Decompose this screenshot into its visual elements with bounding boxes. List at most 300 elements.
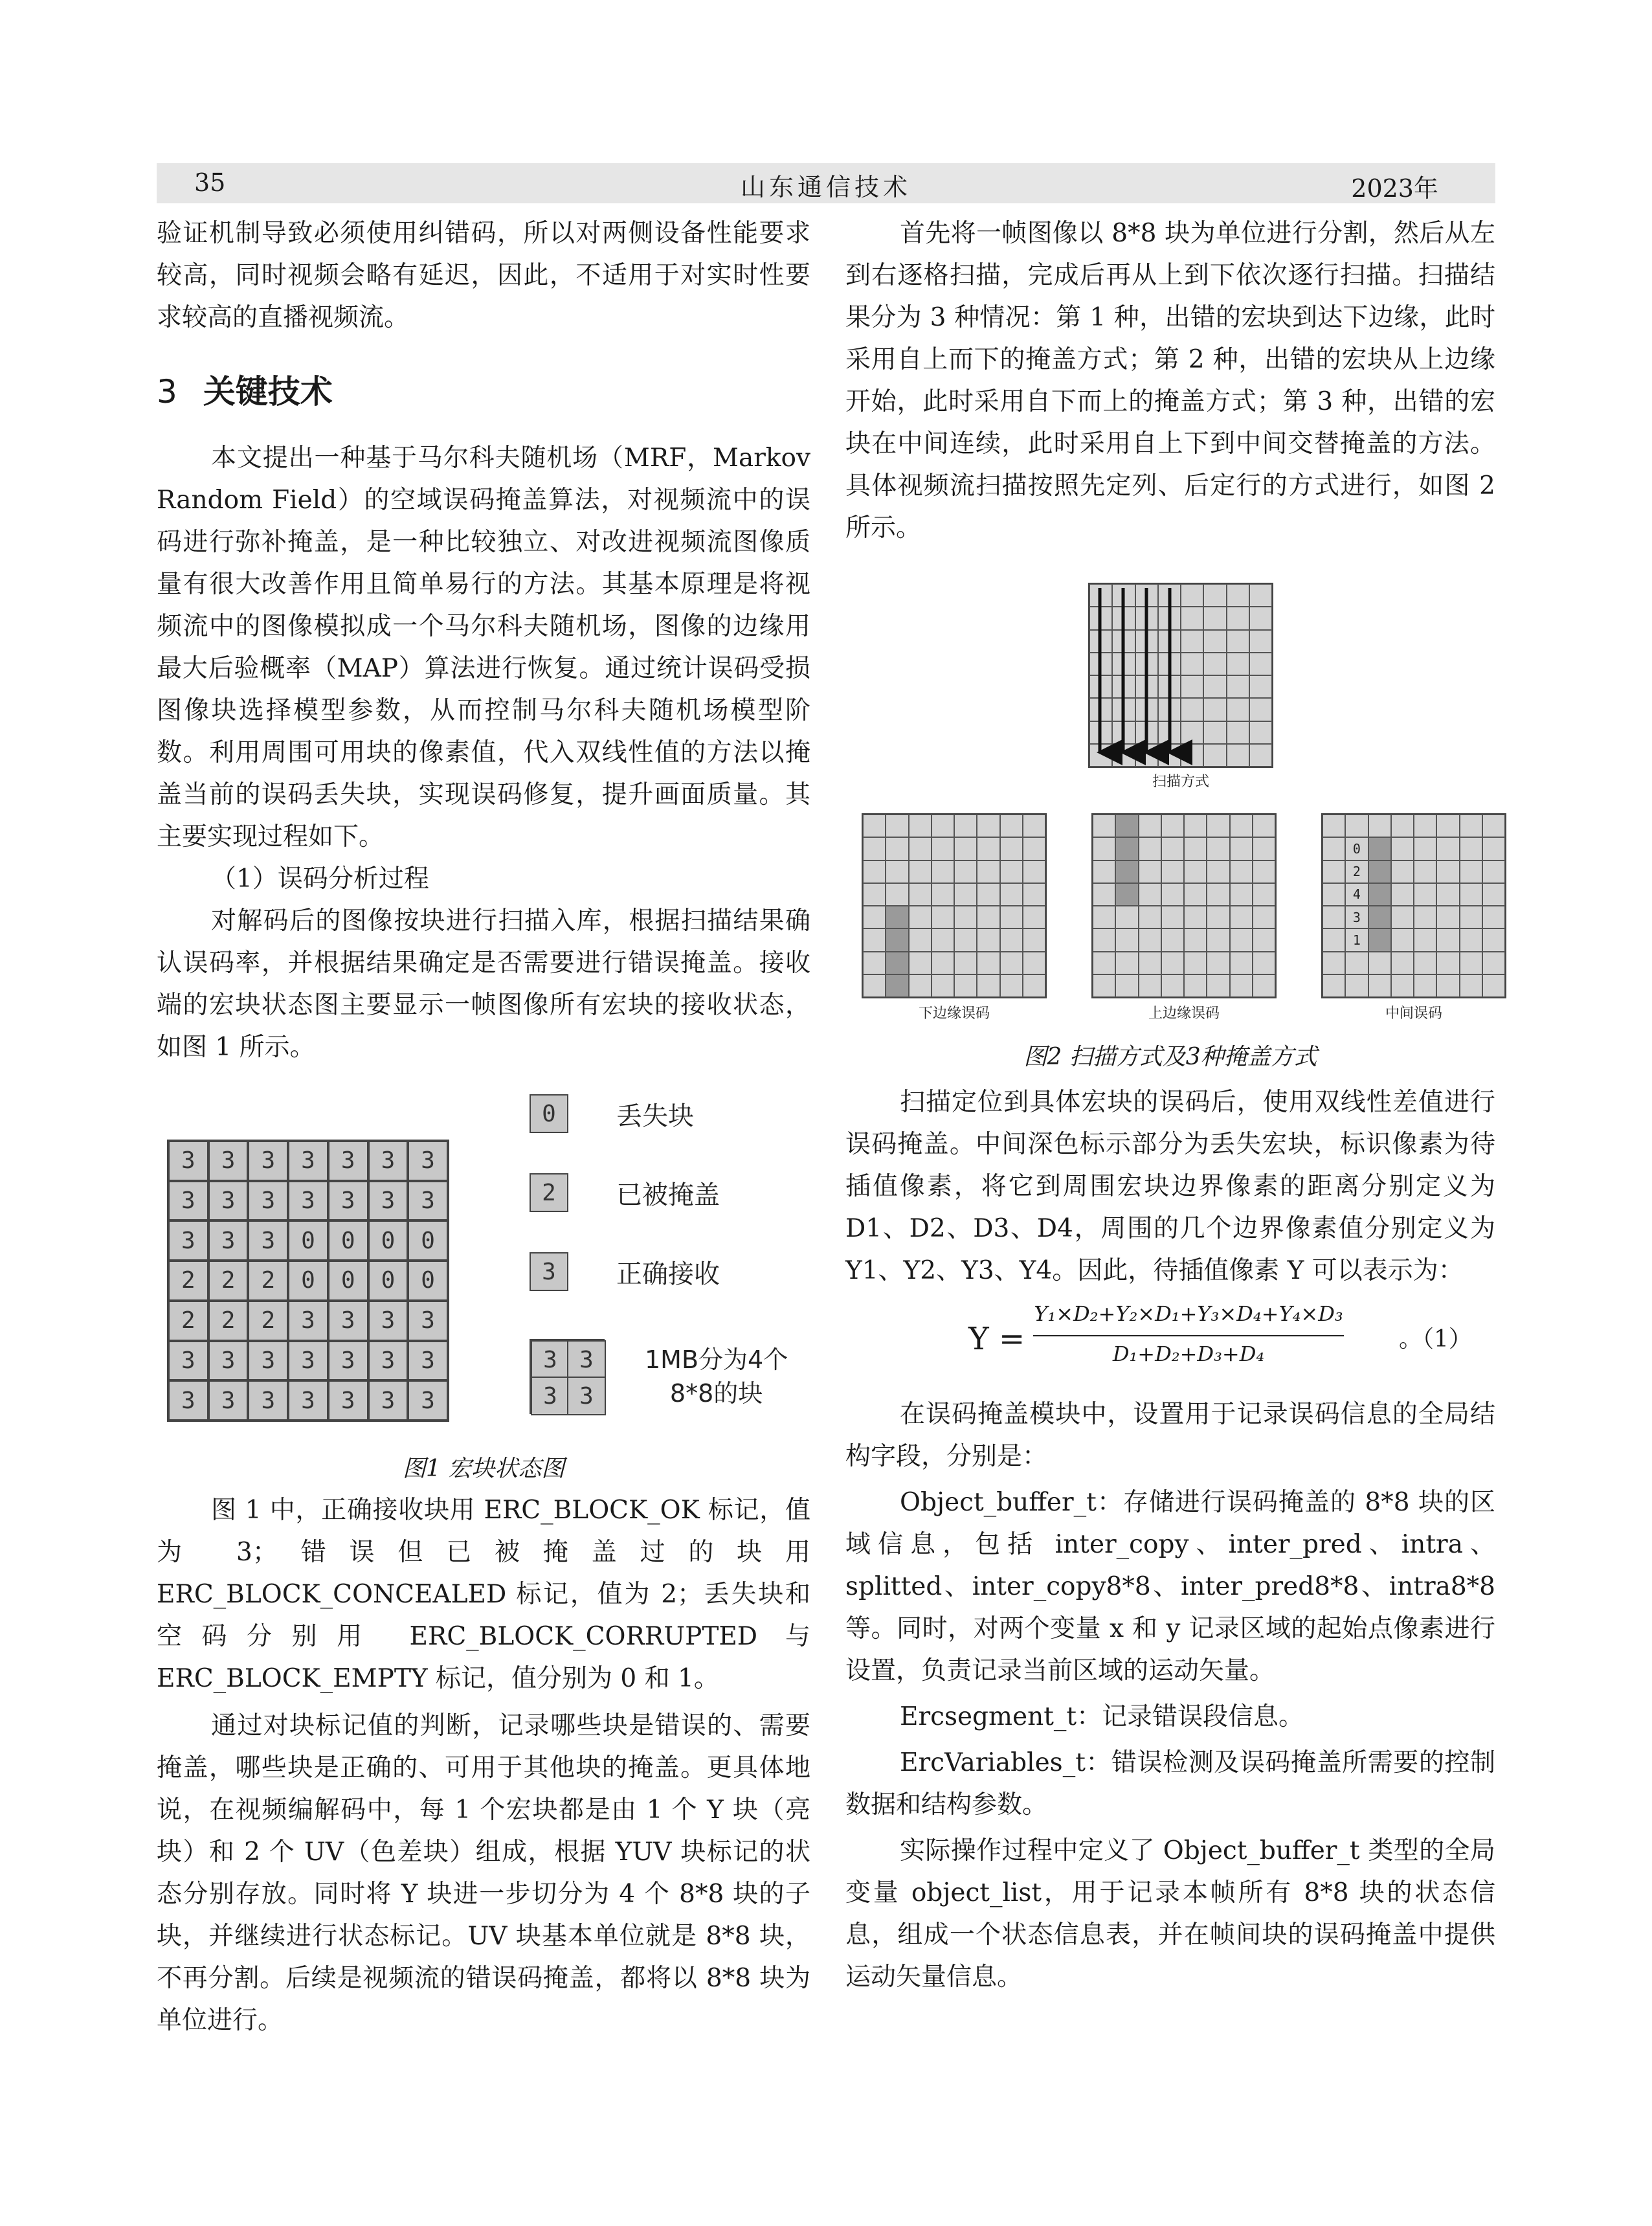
block-cell <box>1460 883 1482 906</box>
block-cell <box>863 860 886 883</box>
block-cell <box>1414 952 1436 974</box>
equation-lhs: Y = <box>968 1321 1025 1357</box>
block-cell <box>1482 928 1505 951</box>
block-cell <box>1230 928 1253 951</box>
macroblock-cell: 3 <box>288 1181 328 1221</box>
block-cell <box>1345 952 1368 974</box>
macroblock-cell: 3 <box>208 1341 249 1381</box>
block-cell <box>1115 837 1138 860</box>
block-cell <box>1230 860 1253 883</box>
block-cell <box>909 952 932 974</box>
block-cell <box>1368 860 1391 883</box>
fraction-bar <box>1033 1335 1344 1336</box>
block-cell <box>1161 883 1184 906</box>
block-cell <box>954 974 977 997</box>
block-cell <box>1023 883 1045 906</box>
block-cell <box>1230 906 1253 928</box>
block-cell <box>1368 837 1391 860</box>
block-cell <box>1460 906 1482 928</box>
block-cell <box>977 837 999 860</box>
block-cell <box>977 928 999 951</box>
block-cell <box>1000 815 1023 837</box>
macroblock-cell: 3 <box>208 1181 249 1221</box>
block-cell <box>1093 928 1115 951</box>
legend-split-cell: 3 <box>567 1377 606 1415</box>
block-cell <box>909 928 932 951</box>
block-cell <box>886 837 908 860</box>
macroblock-cell: 3 <box>408 1181 448 1221</box>
block-cell <box>1207 906 1229 928</box>
block-cell <box>1391 974 1414 997</box>
macroblock-cell: 2 <box>208 1261 249 1301</box>
block-cell <box>1482 837 1505 860</box>
block-cell <box>1184 974 1207 997</box>
paragraph: 验证机制导致必须使用纠错码，所以对两侧设备性能要求较高，同时视频会略有延迟，因此，不适用于对实时性要求较高的直播视频流。 <box>157 219 810 332</box>
block-cell <box>863 906 886 928</box>
block-cell <box>1161 928 1184 951</box>
macroblock-cell: 0 <box>288 1261 328 1301</box>
top-edge-grid <box>1091 813 1277 998</box>
block-cell <box>909 837 932 860</box>
block-cell <box>932 860 954 883</box>
block-cell <box>1368 906 1391 928</box>
block-cell <box>1482 974 1505 997</box>
block-cell <box>1460 928 1482 951</box>
block-cell <box>863 974 886 997</box>
paragraph: 扫描定位到具体宏块的误码后，使用双线性差值进行误码掩盖。中间深色标示部分为丢失宏块，标识像素为待插值像素，将它到周围宏块边界像素的距离分别定义为 D1、D2、D3、D4，周围的几个边界像素值分别定义为 Y1、Y2、Y3、Y4。因此，待插值像素 Y 可以表示为： <box>845 1088 1495 1285</box>
legend-box: 0 <box>530 1094 568 1133</box>
block-cell <box>954 860 977 883</box>
block-cell <box>1139 952 1161 974</box>
block-cell <box>977 906 999 928</box>
macroblock-cell: 3 <box>208 1380 249 1421</box>
block-cell <box>1023 974 1045 997</box>
block-cell <box>1323 906 1345 928</box>
macroblock-cell: 2 <box>248 1261 288 1301</box>
macroblock-cell: 3 <box>328 1141 368 1181</box>
macroblock-cell: 0 <box>328 1261 368 1301</box>
block-cell <box>1230 974 1253 997</box>
block-cell <box>1000 883 1023 906</box>
legend-label: 已被掩盖 <box>616 1180 720 1210</box>
top-edge-label: 上边缘误码 <box>1148 1006 1220 1022</box>
block-cell <box>1482 860 1505 883</box>
block-cell <box>1482 883 1505 906</box>
block-cell <box>954 952 977 974</box>
block-cell <box>1207 860 1229 883</box>
macroblock-cell: 3 <box>368 1301 408 1341</box>
block-cell <box>1323 837 1345 860</box>
block-cell <box>1230 883 1253 906</box>
paragraph: 通过对块标记值的判断，记录哪些块是错误的、需要掩盖，哪些块是正确的、可用于其他块的掩盖。更具体地说，在视频编解码中，每 1 个宏块都是由 1 个 Y 块（亮块）和 2 个 UV（色差块）组成，根据 YUV 块标记的状态分别存放。同时将 Y 块进一步切分为 4 个 8*8 块的子块，并继续进行状态标记。UV 块基本单位就是 8*8 块，不再分割。后续是视频流的错误码掩盖，都将以 8*8 块为单位进行。 <box>157 1711 810 2035</box>
block-cell <box>1139 815 1161 837</box>
block-cell <box>886 883 908 906</box>
block-cell <box>863 815 886 837</box>
block-cell <box>1414 860 1436 883</box>
equation-number: 。（1） <box>1399 1326 1472 1353</box>
macroblock-cell: 0 <box>368 1261 408 1301</box>
block-cell <box>1023 860 1045 883</box>
block-cell <box>1391 906 1414 928</box>
block-cell <box>1023 906 1045 928</box>
section-title: 关键技术 <box>203 373 333 410</box>
block-cell <box>1460 974 1482 997</box>
block-cell: 1 <box>1345 928 1368 951</box>
block-cell <box>1368 883 1391 906</box>
block-cell <box>1023 815 1045 837</box>
block-cell <box>1093 906 1115 928</box>
macroblock-cell: 3 <box>368 1141 408 1181</box>
figure-2 <box>845 570 1495 1075</box>
scan-arrows <box>1088 583 1273 768</box>
block-cell <box>1482 906 1505 928</box>
block-cell <box>1184 860 1207 883</box>
block-cell <box>1414 883 1436 906</box>
block-cell <box>1000 974 1023 997</box>
block-cell <box>1414 815 1436 837</box>
block-cell <box>1460 815 1482 837</box>
block-cell <box>1000 837 1023 860</box>
block-cell <box>1139 837 1161 860</box>
macroblock-cell: 3 <box>328 1380 368 1421</box>
paragraph: 首先将一帧图像以 8*8 块为单位进行分割，然后从左到右逐格扫描，完成后再从上到下依次逐行扫描。扫描结果分为 3 种情况：第 1 种，出错的宏块到达下边缘，此时采用自上而下的掩盖方式；第 2 种，出错的宏块从上边缘开始，此时采用自下而上的掩盖方式；第 3 种，出错的宏块在中间连续，此时采用自上下到中间交替掩盖的方法。具体视频流扫描按照先定列、后定行的方式进行，如图 2 所示。 <box>845 219 1495 543</box>
macroblock-cell: 3 <box>408 1341 448 1381</box>
block-cell <box>954 883 977 906</box>
block-cell <box>932 974 954 997</box>
block-cell: 0 <box>1345 837 1368 860</box>
block-cell <box>977 974 999 997</box>
macroblock-cell: 3 <box>168 1341 208 1381</box>
block-cell <box>909 906 932 928</box>
block-cell <box>1184 837 1207 860</box>
block-cell <box>886 974 908 997</box>
block-cell <box>1414 928 1436 951</box>
block-cell <box>1184 906 1207 928</box>
equation-numerator: Y₁×D₂+Y₂×D₁+Y₃×D₄+Y₄×D₃ <box>1034 1301 1343 1326</box>
block-cell <box>1436 837 1459 860</box>
block-cell <box>1230 952 1253 974</box>
block-cell <box>909 815 932 837</box>
left-column <box>157 212 810 1068</box>
block-cell <box>1207 974 1229 997</box>
block-cell <box>1323 815 1345 837</box>
block-cell <box>1414 837 1436 860</box>
block-cell <box>1207 837 1229 860</box>
block-cell <box>977 883 999 906</box>
macroblock-cell: 3 <box>288 1380 328 1421</box>
block-cell <box>1207 815 1229 837</box>
block-cell <box>1368 928 1391 951</box>
macroblock-cell: 3 <box>288 1301 328 1341</box>
block-cell <box>954 906 977 928</box>
block-cell <box>1323 928 1345 951</box>
block-cell <box>1161 906 1184 928</box>
block-cell <box>1345 815 1368 837</box>
block-cell <box>909 860 932 883</box>
block-cell <box>909 883 932 906</box>
paragraph: 对解码后的图像按块进行扫描入库，根据扫描结果确认误码率，并根据结果确定是否需要进行错误掩盖。接收端的宏块状态图主要显示一帧图像所有宏块的接收状态，如图 1 所示。 <box>157 906 810 1062</box>
block-cell: 2 <box>1345 860 1368 883</box>
block-cell: 3 <box>1345 906 1368 928</box>
block-cell <box>1093 860 1115 883</box>
section-number: 3 <box>157 373 177 410</box>
middle-grid <box>1321 813 1506 998</box>
right-column <box>845 212 1495 549</box>
macroblock-cell: 3 <box>408 1141 448 1181</box>
equation-1 <box>845 1288 1495 1392</box>
macroblock-cell: 2 <box>248 1301 288 1341</box>
paragraph: Ercsegment_t：记录错误段信息。 <box>900 1702 1304 1731</box>
legend-label: 正确接收 <box>616 1259 720 1289</box>
macroblock-cell: 3 <box>328 1341 368 1381</box>
block-cell <box>1391 928 1414 951</box>
block-cell <box>1139 860 1161 883</box>
block-cell <box>1161 860 1184 883</box>
block-cell <box>1436 928 1459 951</box>
block-cell <box>1436 883 1459 906</box>
block-cell <box>1482 952 1505 974</box>
block-cell <box>932 952 954 974</box>
macroblock-cell: 3 <box>368 1181 408 1221</box>
macroblock-cell: 0 <box>408 1220 448 1261</box>
block-cell <box>1184 815 1207 837</box>
paragraph: 图 1 中，正确接收块用 ERC_BLOCK_OK 标记，值为 3；错误但已被掩盖过的块用 ERC_BLOCK_CONCEALED 标记，值为 2；丢失块和空码分别用 ERC_BLOCK_CORRUPTED 与 ERC_BLOCK_EMPTY 标记，值分别为 0 和 1。 <box>157 1496 810 1693</box>
macroblock-cell: 2 <box>168 1261 208 1301</box>
block-cell <box>1161 837 1184 860</box>
block-cell <box>977 860 999 883</box>
section-heading <box>157 366 810 418</box>
block-cell <box>1253 815 1275 837</box>
block-cell <box>1093 883 1115 906</box>
middle-label: 中间误码 <box>1385 1006 1442 1022</box>
block-cell <box>1253 974 1275 997</box>
block-cell <box>1000 952 1023 974</box>
legend-split-cell: 3 <box>567 1340 606 1379</box>
macroblock-cell: 3 <box>408 1301 448 1341</box>
block-cell <box>1414 974 1436 997</box>
block-cell <box>1436 952 1459 974</box>
block-cell <box>954 837 977 860</box>
block-cell <box>1253 906 1275 928</box>
macroblock-cell: 3 <box>168 1220 208 1261</box>
block-cell <box>1323 860 1345 883</box>
block-cell <box>1023 928 1045 951</box>
legend-split-box <box>530 1339 605 1414</box>
macroblock-cell: 3 <box>288 1341 328 1381</box>
macroblock-cell: 3 <box>368 1380 408 1421</box>
block-cell <box>1115 928 1138 951</box>
block-cell <box>1184 883 1207 906</box>
figure-2-caption: 图2 扫描方式及3种掩盖方式 <box>1023 1044 1317 1070</box>
right-column-lower <box>845 1393 1495 1998</box>
paragraph: 实际操作过程中定义了 Object_buffer_t 类型的全局变量 object_list，用于记录本帧所有 8*8 块的状态信息，组成一个状态信息表，并在帧间块的误码掩盖中提供运动矢量信息。 <box>845 1836 1495 1992</box>
block-cell <box>886 928 908 951</box>
block-cell <box>1000 906 1023 928</box>
block-cell <box>1139 974 1161 997</box>
macroblock-cell: 3 <box>208 1220 249 1261</box>
paragraph: Object_buffer_t：存储进行误码掩盖的 8*8 块的区域信息，包括 inter_copy、inter_pred、intra、splitted、inter_copy8*8、inter_pred8*8、intra8*8 等。同时，对两个变量 x 和 y 记录区域的起始点像素进行设置，负责记录当前区域的运动矢量。 <box>845 1488 1495 1685</box>
block-cell <box>1482 815 1505 837</box>
block-cell <box>1161 815 1184 837</box>
block-cell <box>1368 952 1391 974</box>
macroblock-cell: 3 <box>248 1220 288 1261</box>
block-cell <box>1115 974 1138 997</box>
block-cell <box>1253 860 1275 883</box>
block-cell <box>886 906 908 928</box>
macroblock-cell: 3 <box>168 1380 208 1421</box>
block-cell <box>1161 952 1184 974</box>
block-cell <box>1436 860 1459 883</box>
macroblock-cell: 3 <box>248 1380 288 1421</box>
journal-year: 2023年 <box>1351 174 1438 203</box>
block-cell <box>1391 952 1414 974</box>
page-number: 35 <box>194 168 226 197</box>
journal-title: 山东通信技术 <box>740 173 911 201</box>
block-cell <box>1207 883 1229 906</box>
legend-label: 丢失块 <box>616 1101 694 1131</box>
block-cell <box>1391 883 1414 906</box>
block-cell <box>1230 815 1253 837</box>
block-cell <box>1391 837 1414 860</box>
macroblock-cell: 2 <box>168 1301 208 1341</box>
block-cell <box>886 952 908 974</box>
block-cell <box>1391 860 1414 883</box>
block-cell <box>1323 974 1345 997</box>
block-cell <box>886 860 908 883</box>
macroblock-cell: 3 <box>328 1181 368 1221</box>
legend-concealed <box>530 1173 720 1212</box>
block-cell <box>954 815 977 837</box>
block-cell <box>886 815 908 837</box>
macroblock-cell: 0 <box>408 1261 448 1301</box>
block-cell <box>1253 952 1275 974</box>
block-cell <box>1161 974 1184 997</box>
block-cell <box>1023 837 1045 860</box>
macroblock-status-grid <box>167 1140 449 1422</box>
block-cell <box>863 837 886 860</box>
macroblock-cell: 3 <box>288 1141 328 1181</box>
block-cell <box>1115 815 1138 837</box>
legend-split-cell: 3 <box>531 1377 570 1415</box>
block-cell <box>1093 815 1115 837</box>
block-cell <box>1139 928 1161 951</box>
equation-denominator: D₁+D₂+D₃+D₄ <box>1112 1342 1265 1366</box>
block-cell <box>1207 928 1229 951</box>
macroblock-cell: 0 <box>328 1220 368 1261</box>
block-cell <box>1023 952 1045 974</box>
scan-label: 扫描方式 <box>1152 774 1209 790</box>
block-cell <box>1345 974 1368 997</box>
paragraph: ErcVariables_t：错误检测及误码掩盖所需要的控制数据和结构参数。 <box>845 1748 1495 1819</box>
right-column-middle <box>845 1081 1495 1292</box>
block-cell <box>1230 837 1253 860</box>
block-cell: 4 <box>1345 883 1368 906</box>
block-cell <box>1253 928 1275 951</box>
block-cell <box>1139 883 1161 906</box>
legend-box: 2 <box>530 1173 568 1212</box>
block-cell <box>863 952 886 974</box>
block-cell <box>1115 883 1138 906</box>
legend-macroblock-split <box>530 1339 788 1414</box>
block-cell <box>1253 837 1275 860</box>
block-cell <box>1093 837 1115 860</box>
block-cell <box>1184 928 1207 951</box>
block-cell <box>1139 906 1161 928</box>
macroblock-cell: 3 <box>208 1141 249 1181</box>
block-cell <box>932 928 954 951</box>
block-cell <box>1368 815 1391 837</box>
block-cell <box>1093 974 1115 997</box>
block-cell <box>1368 974 1391 997</box>
macroblock-cell: 3 <box>368 1341 408 1381</box>
page-header <box>157 163 1495 203</box>
block-cell <box>1184 952 1207 974</box>
block-cell <box>1460 860 1482 883</box>
block-cell <box>863 928 886 951</box>
legend-correct <box>530 1252 720 1291</box>
legend-lost <box>530 1094 694 1133</box>
block-cell <box>1414 906 1436 928</box>
macroblock-cell: 3 <box>248 1181 288 1221</box>
macroblock-cell: 3 <box>328 1301 368 1341</box>
figure-1-caption: 图1 宏块状态图 <box>402 1456 565 1482</box>
bottom-edge-grid <box>862 813 1047 998</box>
macroblock-cell: 2 <box>208 1301 249 1341</box>
block-cell <box>932 815 954 837</box>
block-cell <box>1207 952 1229 974</box>
left-column-lower <box>157 1489 810 2041</box>
block-cell <box>1000 928 1023 951</box>
legend-box: 3 <box>530 1252 568 1291</box>
block-cell <box>863 883 886 906</box>
block-cell <box>977 952 999 974</box>
block-cell <box>1093 952 1115 974</box>
legend-split-line2: 8*8的块 <box>669 1379 763 1408</box>
block-cell <box>1000 860 1023 883</box>
block-cell <box>932 906 954 928</box>
block-cell <box>1460 837 1482 860</box>
block-cell <box>1253 883 1275 906</box>
block-cell <box>1391 815 1414 837</box>
block-cell <box>1115 952 1138 974</box>
legend-split-line1: 1MB分为4个 <box>645 1345 788 1374</box>
block-cell <box>1323 952 1345 974</box>
block-cell <box>1436 974 1459 997</box>
paragraph: 在误码掩盖模块中，设置用于记录误码信息的全局结构字段，分别是： <box>845 1400 1495 1471</box>
block-cell <box>1115 906 1138 928</box>
macroblock-cell: 3 <box>408 1380 448 1421</box>
block-cell <box>909 974 932 997</box>
block-cell <box>1323 883 1345 906</box>
block-cell <box>1115 860 1138 883</box>
legend-split-label <box>645 1343 788 1410</box>
block-cell <box>932 883 954 906</box>
macroblock-cell: 3 <box>248 1341 288 1381</box>
subheading: （1）误码分析过程 <box>211 864 429 894</box>
bottom-edge-label: 下边缘误码 <box>918 1006 990 1022</box>
block-cell <box>977 815 999 837</box>
macroblock-cell: 3 <box>248 1141 288 1181</box>
legend-split-cell: 3 <box>531 1340 570 1379</box>
paragraph: 本文提出一种基于马尔科夫随机场（MRF，Markov Random Field）的空域误码掩盖算法，对视频流中的误码进行弥补掩盖，是一种比较独立、对改进视频流图像质量有很大改善作用且简单易行的方法。其基本原理是将视频流中的图像模拟成一个马尔科夫随机场，图像的边缘用最大后验概率（MAP）算法进行恢复。通过统计误码受损图像块选择模型参数，从而控制马尔科夫随机场模型阶数。利用周围可用块的像素值，代入双线性值的方法以掩盖当前的误码丢失块，实现误码修复，提升画面质量。其主要实现过程如下。 <box>157 444 810 851</box>
block-cell <box>1436 906 1459 928</box>
block-cell <box>1460 952 1482 974</box>
macroblock-cell: 3 <box>168 1181 208 1221</box>
block-cell <box>932 837 954 860</box>
macroblock-cell: 0 <box>288 1220 328 1261</box>
macroblock-cell: 0 <box>368 1220 408 1261</box>
macroblock-cell: 3 <box>168 1141 208 1181</box>
